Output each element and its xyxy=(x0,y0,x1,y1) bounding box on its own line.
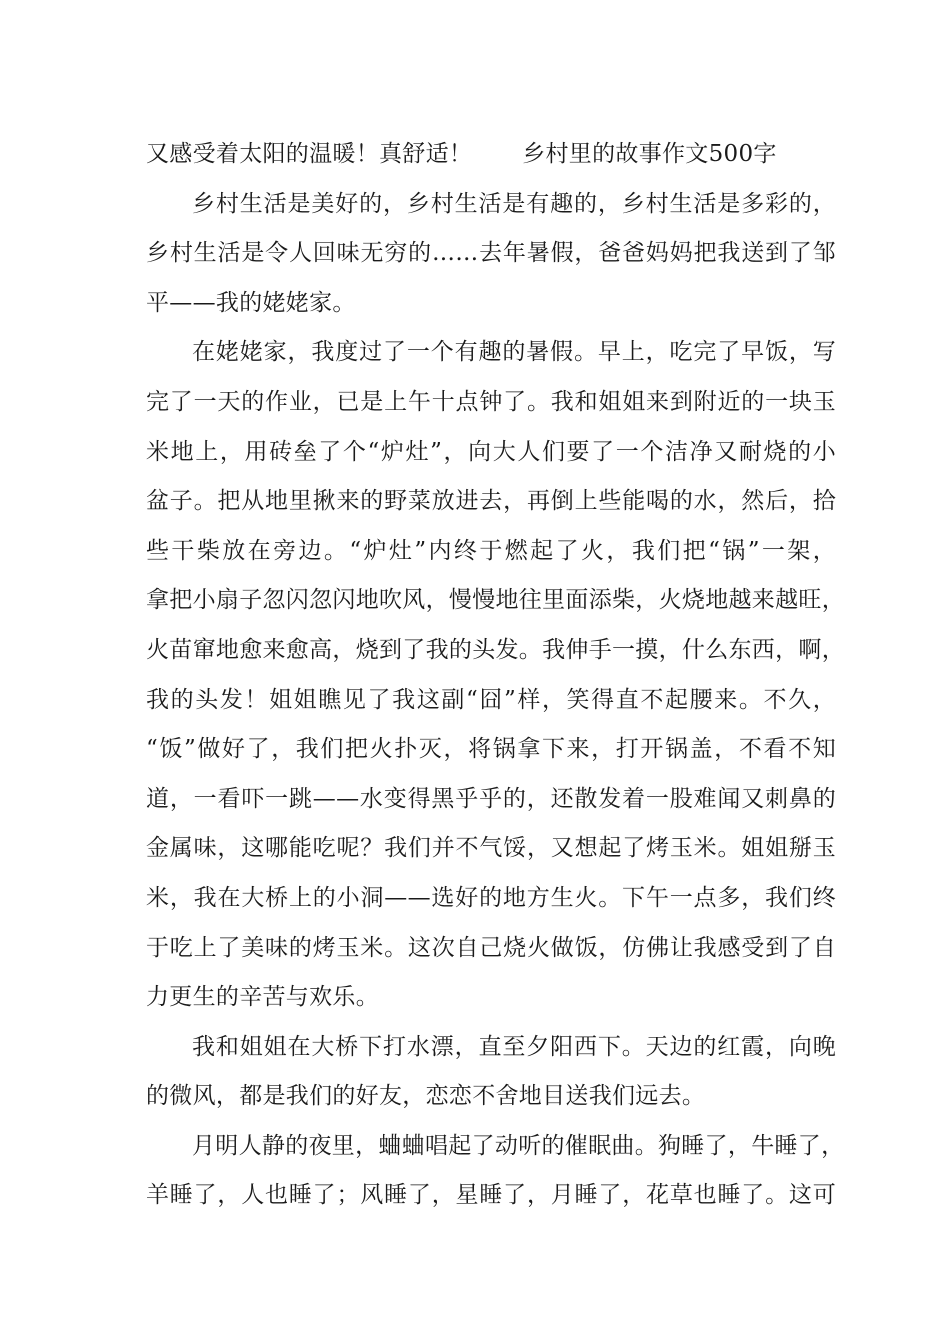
article-title: 乡村里的故事作文500字 xyxy=(522,141,777,167)
paragraph-2-line: 道，一看吓一跳——水变得黑乎乎的，还散发着一股难闻又刺鼻的 xyxy=(146,785,836,812)
paragraph-1-line: 平——我的姥姥家。 xyxy=(146,289,356,316)
paragraph-2-line: 盆子。把从地里揪来的野菜放进去，再倒上些能喝的水，然后，拾 xyxy=(146,488,836,515)
text-line-intro xyxy=(146,130,836,180)
paragraph-2-line: 在姥姥家，我度过了一个有趣的暑假。早上，吃完了早饭，写 xyxy=(192,339,836,366)
paragraph-3-line: 的微风，都是我们的好友，恋恋不舍地目送我们远去。 xyxy=(146,1083,706,1110)
paragraph-3-line: 我和姐姐在大桥下打水漂，直至夕阳西下。天边的红霞，向晚 xyxy=(192,1033,836,1060)
paragraph-2-line: 些干柴放在旁边。“炉灶”内终于燃起了火，我们把“锅”一架， xyxy=(146,537,836,564)
paragraph-4-line: 羊睡了，人也睡了；风睡了，星睡了，月睡了，花草也睡了。这可 xyxy=(146,1182,836,1209)
paragraph-2-line: 米地上，用砖垒了个“炉灶”，向大人们要了一个洁净又耐烧的小 xyxy=(146,438,836,465)
paragraph-2-line: 完了一天的作业，已是上午十点钟了。我和姐姐来到附近的一块玉 xyxy=(146,388,836,415)
paragraph-2-line: 米，我在大桥上的小洞——选好的地方生火。下午一点多，我们终 xyxy=(146,884,836,911)
paragraph-1-line: 乡村生活是美好的，乡村生活是有趣的，乡村生活是多彩的， xyxy=(192,190,836,217)
paragraph-2-line: 金属味，这哪能吃呢？我们并不气馁，又想起了烤玉米。姐姐掰玉 xyxy=(146,835,836,862)
paragraph-2-line: 火苗窜地愈来愈高，烧到了我的头发。我伸手一摸，什么东西，啊， xyxy=(146,636,845,663)
paragraph-2-line: 于吃上了美味的烤玉米。这次自己烧火做饭，仿佛让我感受到了自 xyxy=(146,934,836,961)
paragraph-4-line: 月明人静的夜里，蛐蛐唱起了动听的催眠曲。狗睡了，牛睡了， xyxy=(192,1132,845,1159)
article-body xyxy=(146,130,845,1221)
paragraph-1-line: 乡村生活是令人回味无穷的……去年暑假，爸爸妈妈把我送到了邹 xyxy=(146,240,836,267)
paragraph-2-line: 力更生的辛苦与欢乐。 xyxy=(146,984,379,1011)
paragraph-2-line: 拿把小扇子忽闪忽闪地吹风，慢慢地往里面添柴，火烧地越来越旺， xyxy=(146,587,845,614)
paragraph-2-line: “饭”做好了，我们把火扑灭，将锅拿下来，打开锅盖，不看不知 xyxy=(146,736,836,763)
paragraph-2-line: 我的头发！姐姐瞧见了我这副“囧”样，笑得直不起腰来。不久， xyxy=(146,686,836,713)
previous-text-fragment: 又感受着太阳的温暖！真舒适！ xyxy=(146,141,473,167)
